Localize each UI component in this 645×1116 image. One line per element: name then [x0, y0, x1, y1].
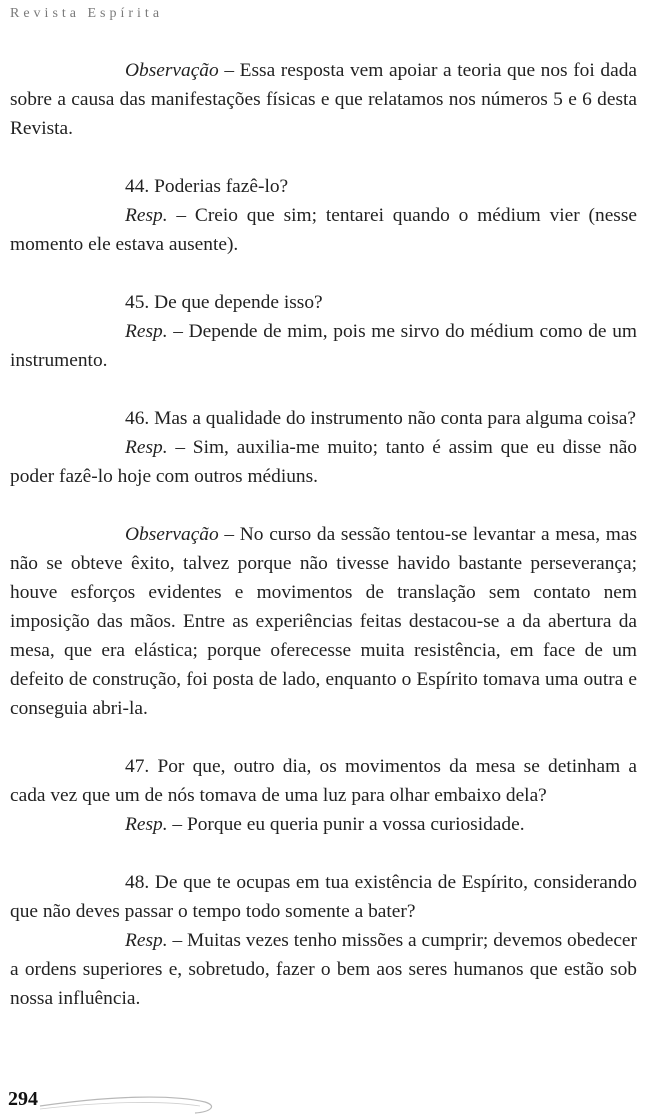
paragraph-label: Resp. — [125, 930, 168, 951]
footer-ornament — [0, 1076, 645, 1116]
answer-46 — [10, 433, 637, 491]
answer-47 — [10, 810, 637, 839]
paragraph-text: – Porque eu queria punir a vossa curiosidade. — [167, 814, 525, 835]
paragraph-text: – Creio que sim; tentarei quando o médium vier (nesse momento ele estava ausente). — [10, 205, 637, 255]
paragraph-observation-2 — [10, 520, 637, 723]
question-46: 46. Mas a qualidade do instrumento não conta para alguma coisa? — [125, 408, 636, 429]
paragraph-text: – Essa resposta vem apoiar a teoria que nos foi dada sobre a causa das manifestações físicas e que relatamos nos números 5 e 6 desta Revista. — [10, 60, 637, 139]
paragraph-label: Observação — [125, 60, 219, 81]
question-47: 47. Por que, outro dia, os movimentos da mesa se detinham a cada vez que um de nós tomava de uma luz para olhar embaixo dela? — [10, 756, 637, 806]
answer-45 — [10, 317, 637, 375]
paragraph-text: – No curso da sessão tentou-se levantar a mesa, mas não se obteve êxito, talvez porque não tivesse havido bastante perseverança; houve esforços evidentes e movimentos de translação sem contato nem imposição das mãos. Entre as experiências feitas destacou-se a da abertura da mesa, que era elástica; porque oferecesse muita resistência, em face de um defeito de construção, foi posta de lado, enquanto o Espírito tomava uma outra e conseguia abri-la. — [10, 524, 637, 719]
question-45: 45. De que depende isso? — [125, 292, 323, 313]
paragraph-label: Observação — [125, 524, 219, 545]
paragraph-text: – Muitas vezes tenho missões a cumprir; devemos obedecer a ordens superiores e, sobretudo, fazer o bem aos seres humanos que estão sob nossa influência. — [10, 930, 637, 1009]
page-number: 294 — [8, 1088, 38, 1110]
question-44: 44. Poderias fazê-lo? — [125, 176, 289, 197]
running-head: Revista Espírita — [10, 6, 164, 21]
paragraph-text: – Sim, auxilia-me muito; tanto é assim que eu disse não poder fazê-lo hoje com outros médiuns. — [10, 437, 637, 487]
paragraph-label: Resp. — [125, 321, 168, 342]
paragraph-label: Resp. — [125, 437, 168, 458]
answer-44 — [10, 201, 637, 259]
page-body — [10, 56, 637, 1013]
question-48: 48. De que te ocupas em tua existência de Espírito, considerando que não deves passar o tempo todo somente a bater? — [10, 872, 637, 922]
paragraph-observation-1 — [10, 56, 637, 143]
paragraph-label: Resp. — [125, 814, 168, 835]
paragraph-label: Resp. — [125, 205, 168, 226]
answer-48 — [10, 926, 637, 1013]
paragraph-text: – Depende de mim, pois me sirvo do médium como de um instrumento. — [10, 321, 637, 371]
